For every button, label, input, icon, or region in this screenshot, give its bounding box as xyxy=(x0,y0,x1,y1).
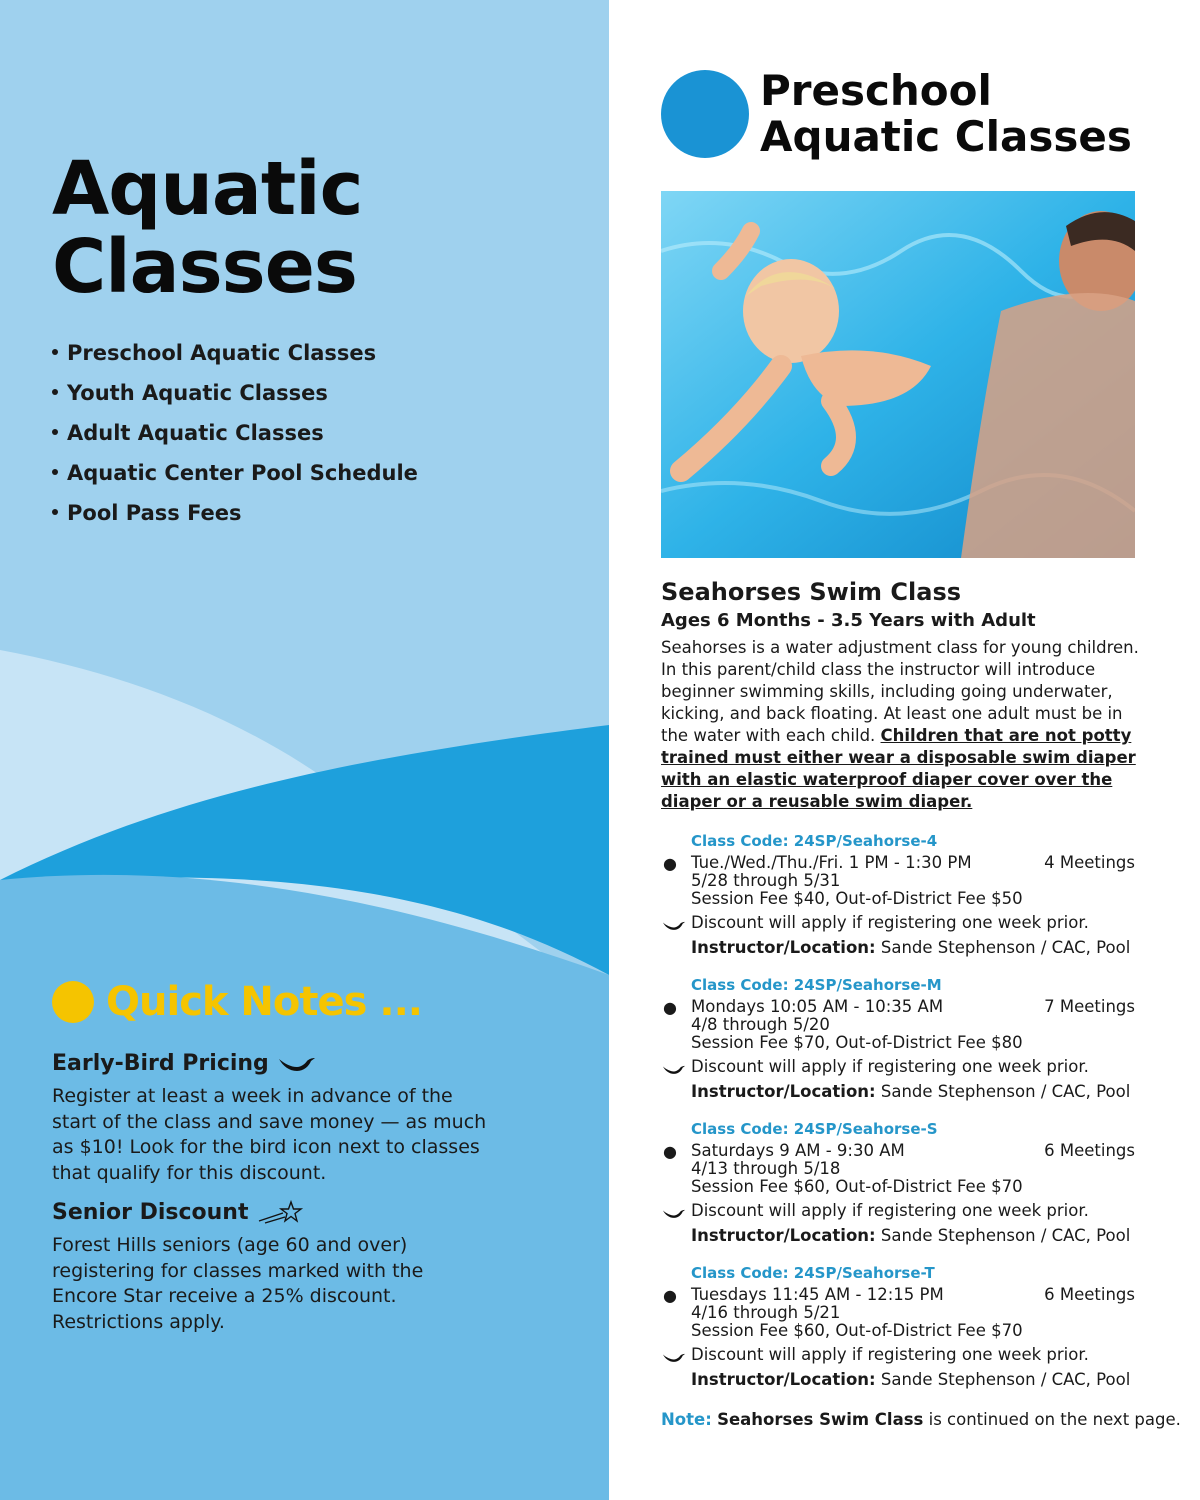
instructor-value: Sande Stephenson / CAC, Pool xyxy=(880,938,1131,957)
session-dates: 5/28 through 5/31 xyxy=(691,871,841,890)
contents-item-label: Preschool Aquatic Classes xyxy=(67,341,377,365)
instructor-location xyxy=(691,938,1130,957)
quick-notes-header xyxy=(52,978,422,1026)
note-class-name: Seahorses Swim Class xyxy=(717,1410,924,1429)
bullet-icon: ● xyxy=(663,1286,677,1305)
bullet-icon xyxy=(52,429,58,435)
contents-item[interactable] xyxy=(52,338,418,378)
instructor-label: Instructor/Location: xyxy=(691,1370,876,1389)
contents-item[interactable] xyxy=(52,498,418,538)
section-title xyxy=(760,68,1132,160)
session-days: Saturdays 9 AM - 9:30 AM xyxy=(691,1141,905,1160)
bullet-icon xyxy=(52,509,58,515)
bullet-icon xyxy=(52,469,58,475)
instructor-location xyxy=(691,1082,1130,1101)
section-title-line-1: Preschool xyxy=(760,66,992,115)
bullet-icon: ● xyxy=(663,854,677,873)
discount-note: Discount will apply if registering one week prior. xyxy=(691,1057,1089,1076)
senior-discount-heading xyxy=(52,1199,305,1225)
bullet-icon: ● xyxy=(663,1142,677,1161)
yellow-dot-icon xyxy=(52,981,94,1023)
quick-notes-title: Quick Notes ... xyxy=(106,979,422,1025)
bird-icon xyxy=(277,1050,317,1076)
instructor-value: Sande Stephenson / CAC, Pool xyxy=(880,1082,1131,1101)
instructor-value: Sande Stephenson / CAC, Pool xyxy=(880,1226,1131,1245)
session-fee: Session Fee $60, Out-of-District Fee $70 xyxy=(691,1177,1023,1196)
class-description xyxy=(661,637,1141,813)
class-code[interactable]: Class Code: 24SP/Seahorse-T xyxy=(691,1264,935,1282)
contents-item-label: Aquatic Center Pool Schedule xyxy=(67,461,418,485)
discount-note: Discount will apply if registering one week prior. xyxy=(691,913,1089,932)
swim-photo xyxy=(661,191,1135,558)
session-dates: 4/8 through 5/20 xyxy=(691,1015,830,1034)
diaper-requirement: Children that are not potty trained must either wear a disposable swim diaper with an elastic waterproof diaper cover over the diaper or a reusable swim diaper. xyxy=(661,726,1136,811)
bird-icon xyxy=(661,1349,687,1365)
session-meetings: 6 Meetings xyxy=(1044,1141,1135,1160)
continued-note xyxy=(661,1410,1181,1429)
contents-list xyxy=(52,338,418,538)
section-title-line-2: Aquatic Classes xyxy=(760,112,1132,161)
swim-photo-illustration xyxy=(661,191,1135,558)
contents-item-label: Youth Aquatic Classes xyxy=(67,381,328,405)
session-days: Mondays 10:05 AM - 10:35 AM xyxy=(691,997,944,1016)
early-bird-heading xyxy=(52,1050,317,1076)
class-code[interactable]: Class Code: 24SP/Seahorse-4 xyxy=(691,832,938,850)
class-title: Seahorses Swim Class xyxy=(661,578,962,606)
instructor-label: Instructor/Location: xyxy=(691,1226,876,1245)
contents-item[interactable] xyxy=(52,418,418,458)
discount-note: Discount will apply if registering one week prior. xyxy=(691,1201,1089,1220)
contents-item[interactable] xyxy=(52,378,418,418)
contents-item[interactable] xyxy=(52,458,418,498)
bird-icon xyxy=(661,1205,687,1221)
session-fee: Session Fee $60, Out-of-District Fee $70 xyxy=(691,1321,1023,1340)
blue-dot-icon xyxy=(661,70,749,158)
encore-star-icon xyxy=(257,1199,305,1225)
class-code[interactable]: Class Code: 24SP/Seahorse-M xyxy=(691,976,942,994)
right-panel xyxy=(609,0,1200,1500)
session-meetings: 6 Meetings xyxy=(1044,1285,1135,1304)
session-dates: 4/16 through 5/21 xyxy=(691,1303,841,1322)
session-meetings: 4 Meetings xyxy=(1044,853,1135,872)
page-title xyxy=(52,146,363,310)
bullet-icon xyxy=(52,389,58,395)
contents-item-label: Pool Pass Fees xyxy=(67,501,242,525)
session-meetings: 7 Meetings xyxy=(1044,997,1135,1016)
title-line-1: Aquatic xyxy=(52,146,363,232)
instructor-location xyxy=(691,1370,1130,1389)
session-fee: Session Fee $70, Out-of-District Fee $80 xyxy=(691,1033,1023,1052)
class-description-text: Seahorses is a water adjustment class for young children. In this parent/child class the instructor will introduce beginner swimming skills, including going underwater, kicking, and back floating. At least one adult must be in the water with each child. xyxy=(661,638,1139,745)
contents-item-label: Adult Aquatic Classes xyxy=(67,421,324,445)
session-days: Tue./Wed./Thu./Fri. 1 PM - 1:30 PM xyxy=(691,853,972,872)
session-dates: 4/13 through 5/18 xyxy=(691,1159,841,1178)
instructor-value: Sande Stephenson / CAC, Pool xyxy=(880,1370,1131,1389)
note-label: Note: xyxy=(661,1410,712,1429)
instructor-location xyxy=(691,1226,1130,1245)
class-ages: Ages 6 Months - 3.5 Years with Adult xyxy=(661,610,1036,631)
discount-note: Discount will apply if registering one week prior. xyxy=(691,1345,1089,1364)
session-fee: Session Fee $40, Out-of-District Fee $50 xyxy=(691,889,1023,908)
senior-discount-text: Forest Hills seniors (age 60 and over) registering for classes marked with the Encore Star receive a 25% discount. Restrictions apply. xyxy=(52,1234,424,1333)
early-bird-heading-text: Early-Bird Pricing xyxy=(52,1050,269,1076)
title-line-2: Classes xyxy=(52,224,357,310)
senior-discount-heading-text: Senior Discount xyxy=(52,1199,249,1225)
session-days: Tuesdays 11:45 AM - 12:15 PM xyxy=(691,1285,944,1304)
note-text: is continued on the next page. xyxy=(923,1410,1181,1429)
bird-icon xyxy=(661,1061,687,1077)
bullet-icon: ● xyxy=(663,998,677,1017)
instructor-label: Instructor/Location: xyxy=(691,938,876,957)
instructor-label: Instructor/Location: xyxy=(691,1082,876,1101)
bullet-icon xyxy=(52,349,58,355)
bird-icon xyxy=(661,917,687,933)
early-bird-text: Register at least a week in advance of the start of the class and save money — as much as $10! Look for the bird icon next to classes that qualify for this discount. xyxy=(52,1085,487,1184)
class-code[interactable]: Class Code: 24SP/Seahorse-S xyxy=(691,1120,938,1138)
